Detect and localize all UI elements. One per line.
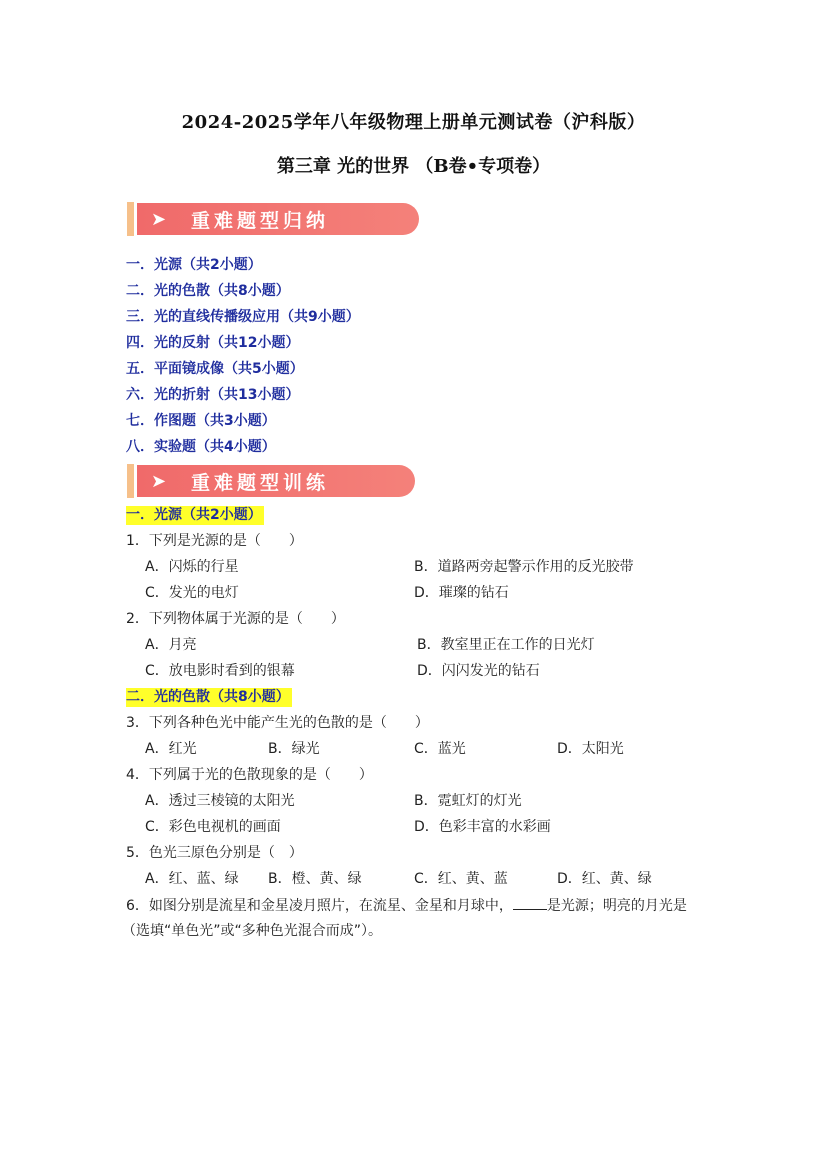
table-of-contents [126, 255, 360, 463]
option: A．透过三棱镜的太阳光 [145, 793, 295, 809]
question-stem: 4．下列属于光的色散现象的是（ ） [126, 767, 373, 783]
toc-item[interactable]: 四．光的反射（共12小题） [126, 335, 300, 351]
answer-blank[interactable] [513, 895, 547, 910]
toc-item[interactable]: 五．平面镜成像（共5小题） [126, 361, 304, 377]
toc-item[interactable]: 八．实验题（共4小题） [126, 439, 276, 455]
option: D．太阳光 [557, 741, 624, 757]
option: B．道路两旁起警示作用的反光胶带 [414, 559, 634, 575]
option: D．璀璨的钻石 [414, 585, 509, 601]
option: C．放电影时看到的银幕 [145, 663, 295, 679]
option: B．橙、黄、绿 [268, 871, 362, 887]
option: C．蓝光 [414, 741, 466, 757]
document-subtitle: 第三章 光的世界 （B卷•专项卷） [276, 156, 551, 177]
question-text: 是光源；明亮的月光是 [546, 898, 687, 914]
option: B．绿光 [268, 741, 320, 757]
option: D．色彩丰富的水彩画 [414, 819, 551, 835]
option: D．红、黄、绿 [557, 871, 652, 887]
toc-item[interactable]: 三．光的直线传播级应用（共9小题） [126, 309, 360, 325]
banner-title: 重难题型归纳 [191, 209, 330, 232]
question-stem: 5．色光三原色分别是（ ） [126, 845, 303, 861]
option: A．闪烁的行星 [145, 559, 239, 575]
option: A．月亮 [145, 637, 197, 653]
question-text: 6．如图分别是流星和金星凌月照片，在流星、金星和月球中， [126, 898, 513, 914]
option: C．发光的电灯 [145, 585, 239, 601]
banner-title: 重难题型训练 [191, 471, 330, 494]
summary-banner [127, 202, 419, 236]
chevron-right-icon: ➤ [151, 208, 167, 230]
option: C．彩色电视机的画面 [145, 819, 281, 835]
question-stem [126, 895, 687, 916]
option: A．红、蓝、绿 [145, 871, 239, 887]
question-stem: 3．下列各种色光中能产生光的色散的是（ ） [126, 715, 429, 731]
training-banner [127, 464, 415, 498]
option: B．霓虹灯的灯光 [414, 793, 522, 809]
option: C．红、黄、蓝 [414, 871, 508, 887]
banner-accent-bar [127, 202, 134, 236]
question-stem: 1．下列是光源的是（ ） [126, 533, 303, 549]
question-stem: 2．下列物体属于光源的是（ ） [126, 611, 345, 627]
toc-item[interactable]: 六．光的折射（共13小题） [126, 387, 300, 403]
option: B．教室里正在工作的日光灯 [417, 637, 595, 653]
banner-accent-bar [127, 464, 134, 498]
toc-item[interactable]: 二．光的色散（共8小题） [126, 283, 290, 299]
option: A．红光 [145, 741, 197, 757]
document-title: 2024-2025学年八年级物理上册单元测试卷（沪科版） [181, 112, 646, 133]
toc-item[interactable]: 一．光源（共2小题） [126, 257, 262, 273]
option: D．闪闪发光的钻石 [417, 663, 540, 679]
section-heading: 一．光源（共2小题） [126, 507, 262, 523]
question-stem-continued: （选填“单色光”或“多种色光混合而成”）。 [122, 923, 383, 939]
chevron-right-icon: ➤ [151, 470, 167, 492]
toc-item[interactable]: 七．作图题（共3小题） [126, 413, 276, 429]
section-heading: 二．光的色散（共8小题） [126, 689, 290, 705]
